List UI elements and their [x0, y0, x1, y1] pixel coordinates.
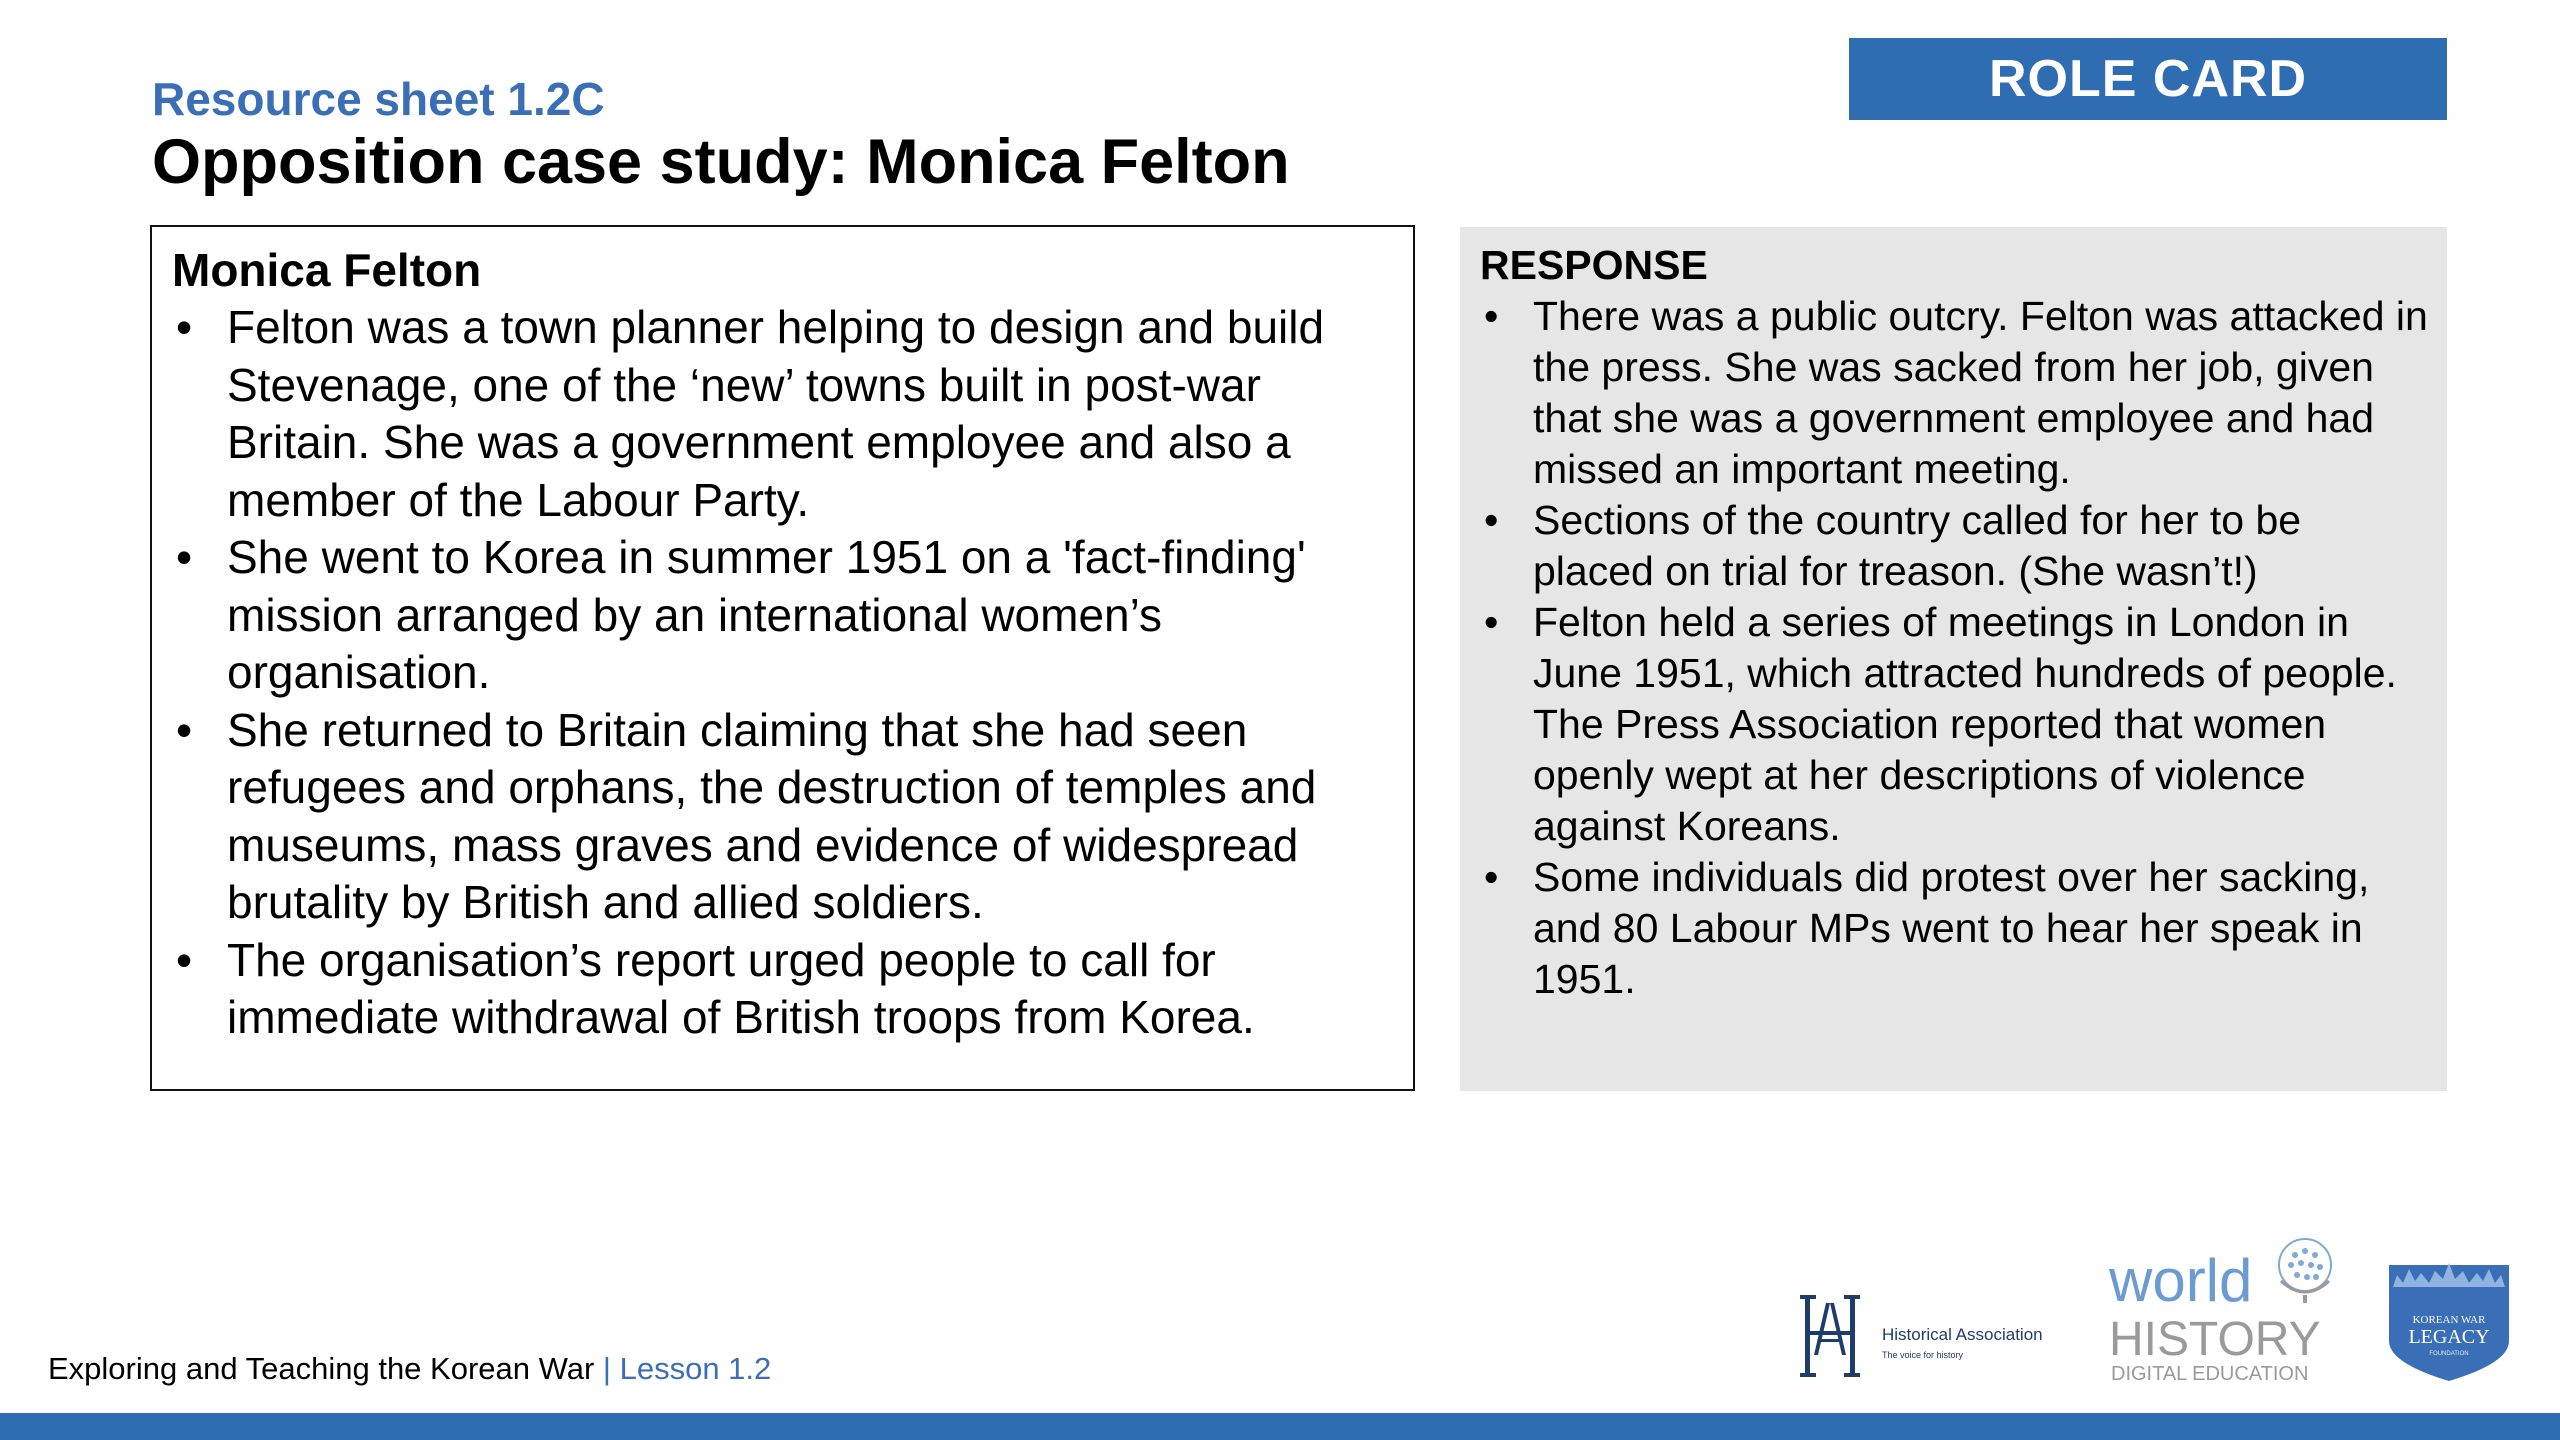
- korean-war-legacy-logo: [2385, 1245, 2513, 1383]
- ha-logo-tagline: The voice for history: [1882, 1350, 1964, 1360]
- footer-bar: [0, 1413, 2560, 1440]
- kw-logo-line2: LEGACY: [2408, 1326, 2490, 1348]
- response-box: [1460, 227, 2447, 1091]
- wh-logo-tagline: DIGITAL EDUCATION: [2111, 1363, 2309, 1385]
- kw-logo-line1: KOREAN WAR: [2412, 1314, 2486, 1326]
- footer-caption: [48, 1351, 771, 1387]
- world-history-logo: [2105, 1225, 2345, 1390]
- wh-logo-world: world: [2109, 1247, 2253, 1314]
- list-item: • Some individuals did protest over her sacking, and 80 Labour MPs went to hear her speak in 1951.: [1480, 852, 2429, 1005]
- list-item: • Felton was a town planner helping to design and build Stevenage, one of the ‘new’ towns built in post-war Britain. She was a government employee and also a member of the Labour Party.: [172, 299, 1393, 529]
- list-item: • She returned to Britain claiming that she had seen refugees and orphans, the destruction of temples and museums, mass graves and evidence of widespread brutality by British and allied soldiers.: [172, 702, 1393, 932]
- wh-logo-history: HISTORY: [2109, 1313, 2321, 1366]
- response-list: [1480, 291, 2429, 1005]
- resource-sheet-subtitle: Resource sheet 1.2C: [152, 73, 605, 125]
- ha-logo-name: Historical Association: [1882, 1325, 2043, 1344]
- footer-separator: |: [602, 1351, 611, 1386]
- list-item: • Sections of the country called for her to be placed on trial for treason. (She wasn’t!): [1480, 495, 2429, 597]
- lesson-label: Lesson 1.2: [619, 1351, 772, 1386]
- case-study-box: [150, 225, 1415, 1091]
- response-heading: RESPONSE: [1480, 242, 1708, 288]
- case-study-list: [172, 299, 1393, 1047]
- historical-association-logo: [1800, 1285, 2070, 1385]
- list-item: • There was a public outcry. Felton was attacked in the press. She was sacked from her job, given that she was a government employee and had missed an important meeting.: [1480, 291, 2429, 495]
- list-item: • Felton held a series of meetings in London in June 1951, which attracted hundreds of people. The Press Association reported that women openly wept at her descriptions of violence against Koreans.: [1480, 597, 2429, 852]
- list-item: • She went to Korea in summer 1951 on a 'fact-finding' mission arranged by an international women’s organisation.: [172, 529, 1393, 702]
- page-title: Opposition case study: Monica Felton: [152, 127, 1290, 197]
- role-card-banner: ROLE CARD: [1849, 38, 2447, 120]
- kw-logo-line3: FOUNDATION: [2429, 1351, 2469, 1357]
- course-name: Exploring and Teaching the Korean War: [48, 1351, 595, 1386]
- case-study-heading: Monica Felton: [172, 244, 482, 296]
- list-item: • The organisation’s report urged people to call for immediate withdrawal of British troops from Korea.: [172, 932, 1393, 1047]
